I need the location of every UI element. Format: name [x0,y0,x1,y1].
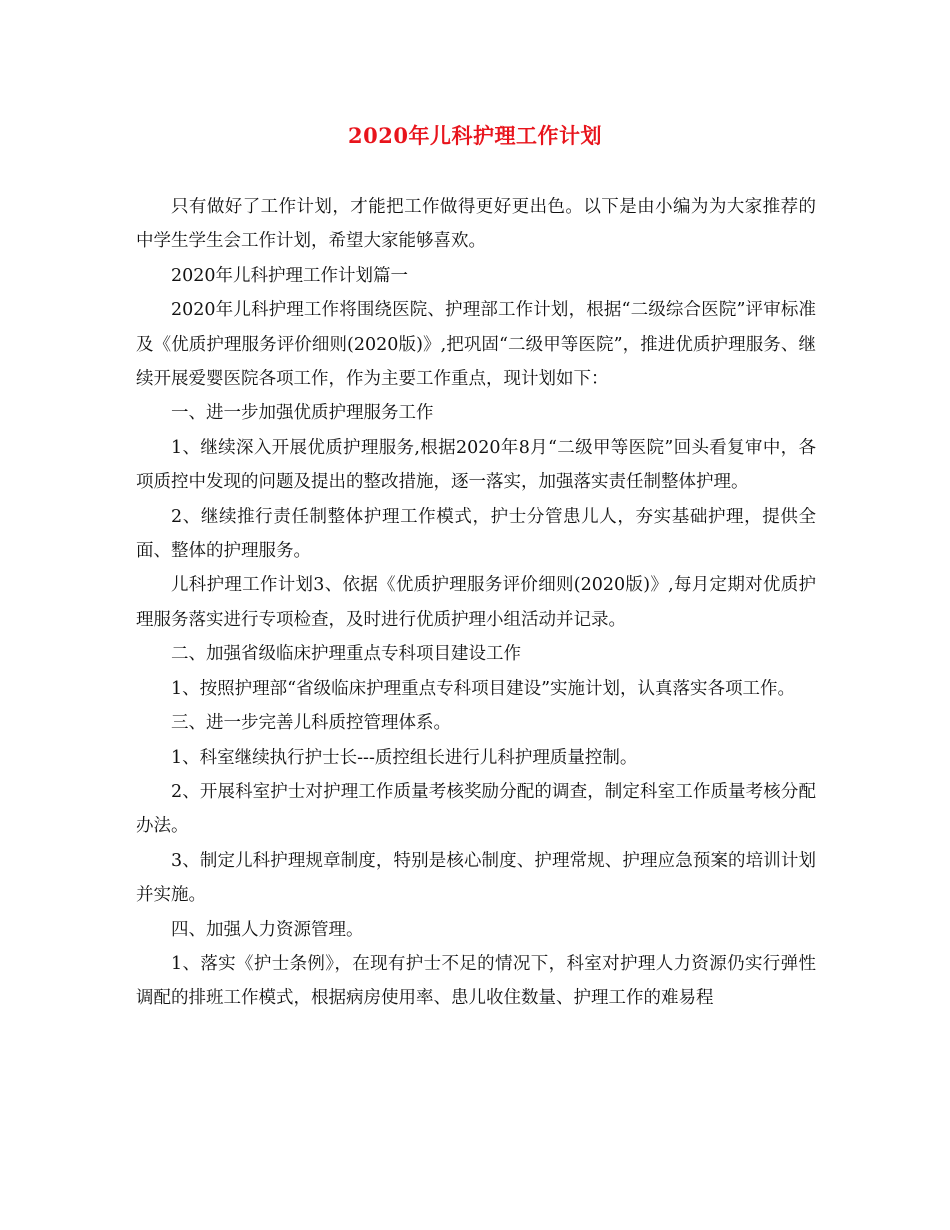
paragraph: 2020年儿科护理工作将围绕医院、护理部工作计划，根据“二级综合医院”评审标准及《优质护理服务评价细则(2020版)》,把巩固“二级甲等医院”，推进优质护理服务、继续开展爱婴医院各项工作，作为主要工作重点，现计划如下： [136,300,816,390]
section-heading: 二、加强省级临床护理重点专科项目建设工作 [171,644,521,665]
paragraph: 儿科护理工作计划3、依据《优质护理服务评价细则(2020版)》,每月定期对优质护理服务落实进行专项检查，及时进行优质护理小组活动并记录。 [136,575,816,630]
document-body [136,190,816,1016]
paragraph: 3、制定儿科护理规章制度，特别是核心制度、护理常规、护理应急预案的培训计划并实施。 [136,850,816,906]
paragraph: 1、科室继续执行护士长---质控组长进行儿科护理质量控制。 [171,747,638,768]
section-heading: 三、进一步完善儿科质控管理体系。 [171,713,451,734]
paragraph: 1、落实《护士条例》，在现有护士不足的情况下，科室对护理人力资源仍实行弹性调配的排班工作模式，根据病房使用率、患儿收住数量、护理工作的难易程 [136,953,816,1009]
document-title: 2020年儿科护理工作计划 [348,123,602,148]
paragraph: 1、按照护理部“省级临床护理重点专科项目建设”实施计划，认真落实各项工作。 [171,678,796,699]
paragraph: 2020年儿科护理工作计划篇一 [171,265,409,286]
paragraph: 1、继续深入开展优质护理服务,根据2020年8月“二级甲等医院”回头看复审中，各项质控中发现的问题及提出的整改措施，逐一落实，加强落实责任制整体护理。 [136,437,816,493]
section-heading: 一、进一步加强优质护理服务工作 [171,403,434,424]
paragraph: 2、继续推行责任制整体护理工作模式，护士分管患儿人，夯实基础护理，提供全面、整体的护理服务。 [136,506,816,562]
section-heading: 四、加强人力资源管理。 [171,919,364,940]
paragraph: 2、开展科室护士对护理工作质量考核奖励分配的调查，制定科室工作质量考核分配办法。 [136,781,816,837]
paragraph: 只有做好了工作计划，才能把工作做得更好更出色。以下是由小编为为大家推荐的中学生学生会工作计划，希望大家能够喜欢。 [136,197,816,252]
